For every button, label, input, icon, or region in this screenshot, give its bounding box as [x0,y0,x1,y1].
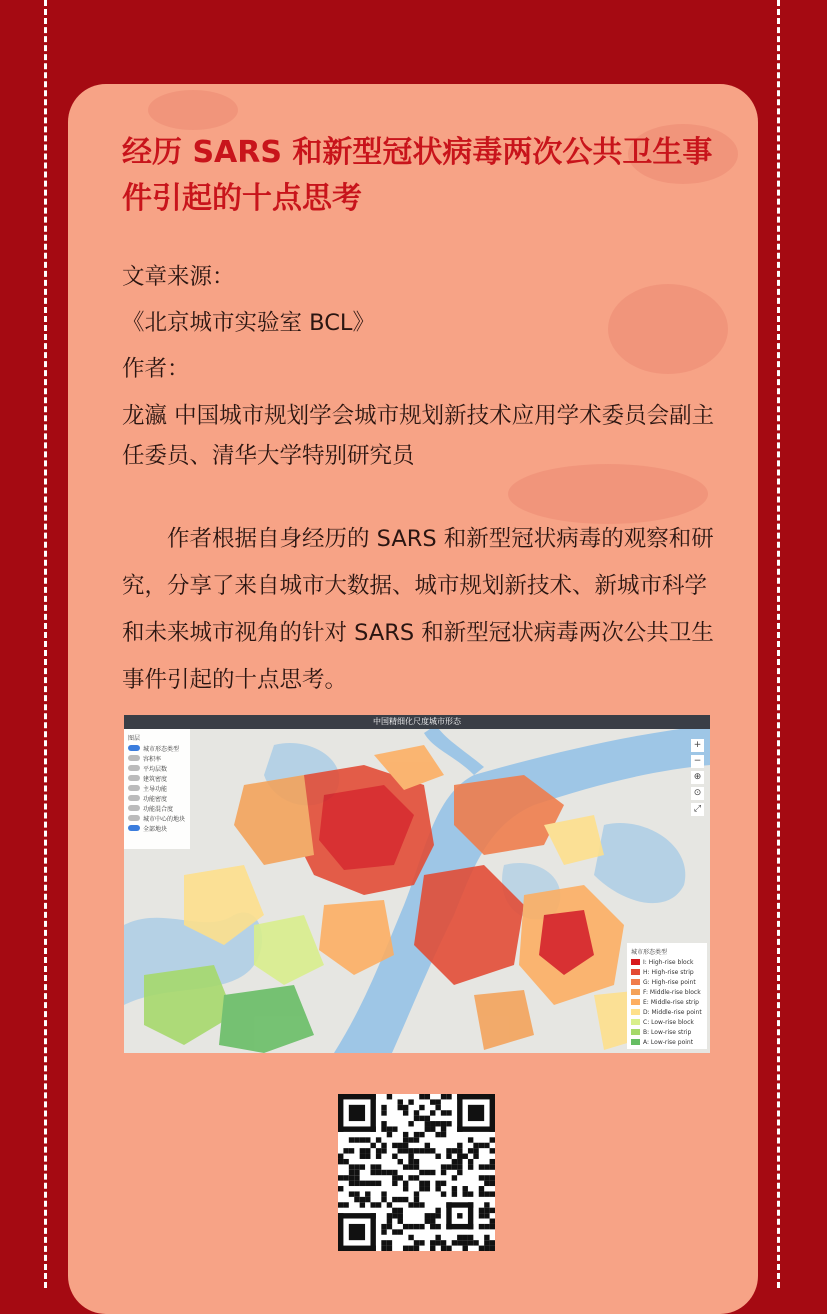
layer-panel-title: 图层 [128,735,141,742]
legend-swatch [631,1039,640,1045]
legend-label: A: Low-rise point [643,1038,694,1046]
legend-label: H: High-rise strip [643,968,694,976]
layer-item[interactable] [128,823,190,833]
legend-item [631,1037,703,1047]
layer-item[interactable] [128,813,190,823]
layer-toggle[interactable] [128,825,140,831]
article-meta [122,254,732,476]
zoom-in-button[interactable]: + [691,739,704,752]
legend-title: 城市形态类型 [631,949,668,956]
legend-item [631,1027,703,1037]
layer-item[interactable] [128,773,190,783]
map-legend [627,943,707,1049]
legend-item [631,997,703,1007]
layer-label: 城市中心的地块 [143,815,186,823]
legend-item [631,1007,703,1017]
map-title: 中国精细化尺度城市形态 [124,715,710,729]
legend-label: C: Low-rise block [643,1018,694,1026]
layers-button[interactable]: ⊙ [691,787,704,800]
article-card [68,84,758,1314]
legend-swatch [631,1029,640,1035]
layer-label: 功能混合度 [143,805,174,813]
legend-label: G: High-rise point [643,978,696,986]
source-label: 文章来源： [122,264,235,290]
layer-label: 建筑密度 [143,775,168,783]
layer-toggle[interactable] [128,745,140,751]
decor-stain [148,90,238,130]
legend-swatch [631,959,640,965]
legend-label: B: Low-rise strip [643,1028,692,1036]
legend-item [631,957,703,967]
layer-list [128,743,190,833]
legend-label: I: High-rise block [643,958,694,966]
layer-label: 主导功能 [143,785,168,793]
qr-code-icon [338,1094,495,1251]
layer-label: 全部地块 [143,825,168,833]
author-value: 龙瀛 中国城市规划学会城市规划新技术应用学术委员会副主任委员、清华大学特别研究员 [122,403,715,469]
layer-toggle[interactable] [128,805,140,811]
locate-button[interactable]: ⊕ [691,771,704,784]
legend-swatch [631,1019,640,1025]
legend-swatch [631,979,640,985]
layer-toggle[interactable] [128,765,140,771]
layer-label: 平均层数 [143,765,168,773]
urban-form-map[interactable] [124,715,710,1053]
layer-toggle[interactable] [128,785,140,791]
layer-label: 容积率 [143,755,162,763]
legend-item [631,967,703,977]
layer-toggle[interactable] [128,795,140,801]
layer-item[interactable] [128,793,190,803]
layer-item[interactable] [128,753,190,763]
article-title: 经历 SARS 和新型冠状病毒两次公共卫生事件引起的十点思考 [122,135,713,216]
layer-panel[interactable] [124,729,190,849]
source-value: 《北京城市实验室 BCL》 [122,310,375,336]
fullscreen-button[interactable]: ⤢ [691,803,704,816]
legend-swatch [631,989,640,995]
layer-toggle[interactable] [128,775,140,781]
legend-list [631,957,703,1047]
layer-label: 功能密度 [143,795,168,803]
legend-swatch [631,1009,640,1015]
legend-swatch [631,969,640,975]
layer-toggle[interactable] [128,755,140,761]
author-label: 作者： [122,356,190,382]
legend-item [631,977,703,987]
layer-item[interactable] [128,783,190,793]
article-summary: 作者根据自身经历的 SARS 和新型冠状病毒的观察和研究，分享了来自城市大数据、城市规划新技术、新城市科学和未来城市视角的针对 SARS 和新型冠状病毒两次公共卫生事件引起的十点思考。 [122,526,714,693]
legend-label: F: Middle-rise block [643,988,701,996]
layer-item[interactable] [128,763,190,773]
legend-label: D: Middle-rise point [643,1008,702,1016]
layer-item[interactable] [128,803,190,813]
zoom-out-button[interactable]: − [691,755,704,768]
layer-item[interactable] [128,743,190,753]
layer-toggle[interactable] [128,815,140,821]
legend-swatch [631,999,640,1005]
layer-label: 城市形态类型 [143,745,180,753]
map-canvas [124,715,710,1053]
legend-item [631,1017,703,1027]
legend-item [631,987,703,997]
legend-label: E: Middle-rise strip [643,998,699,1006]
left-dashed-border [44,0,47,1288]
right-dashed-border [777,0,780,1288]
